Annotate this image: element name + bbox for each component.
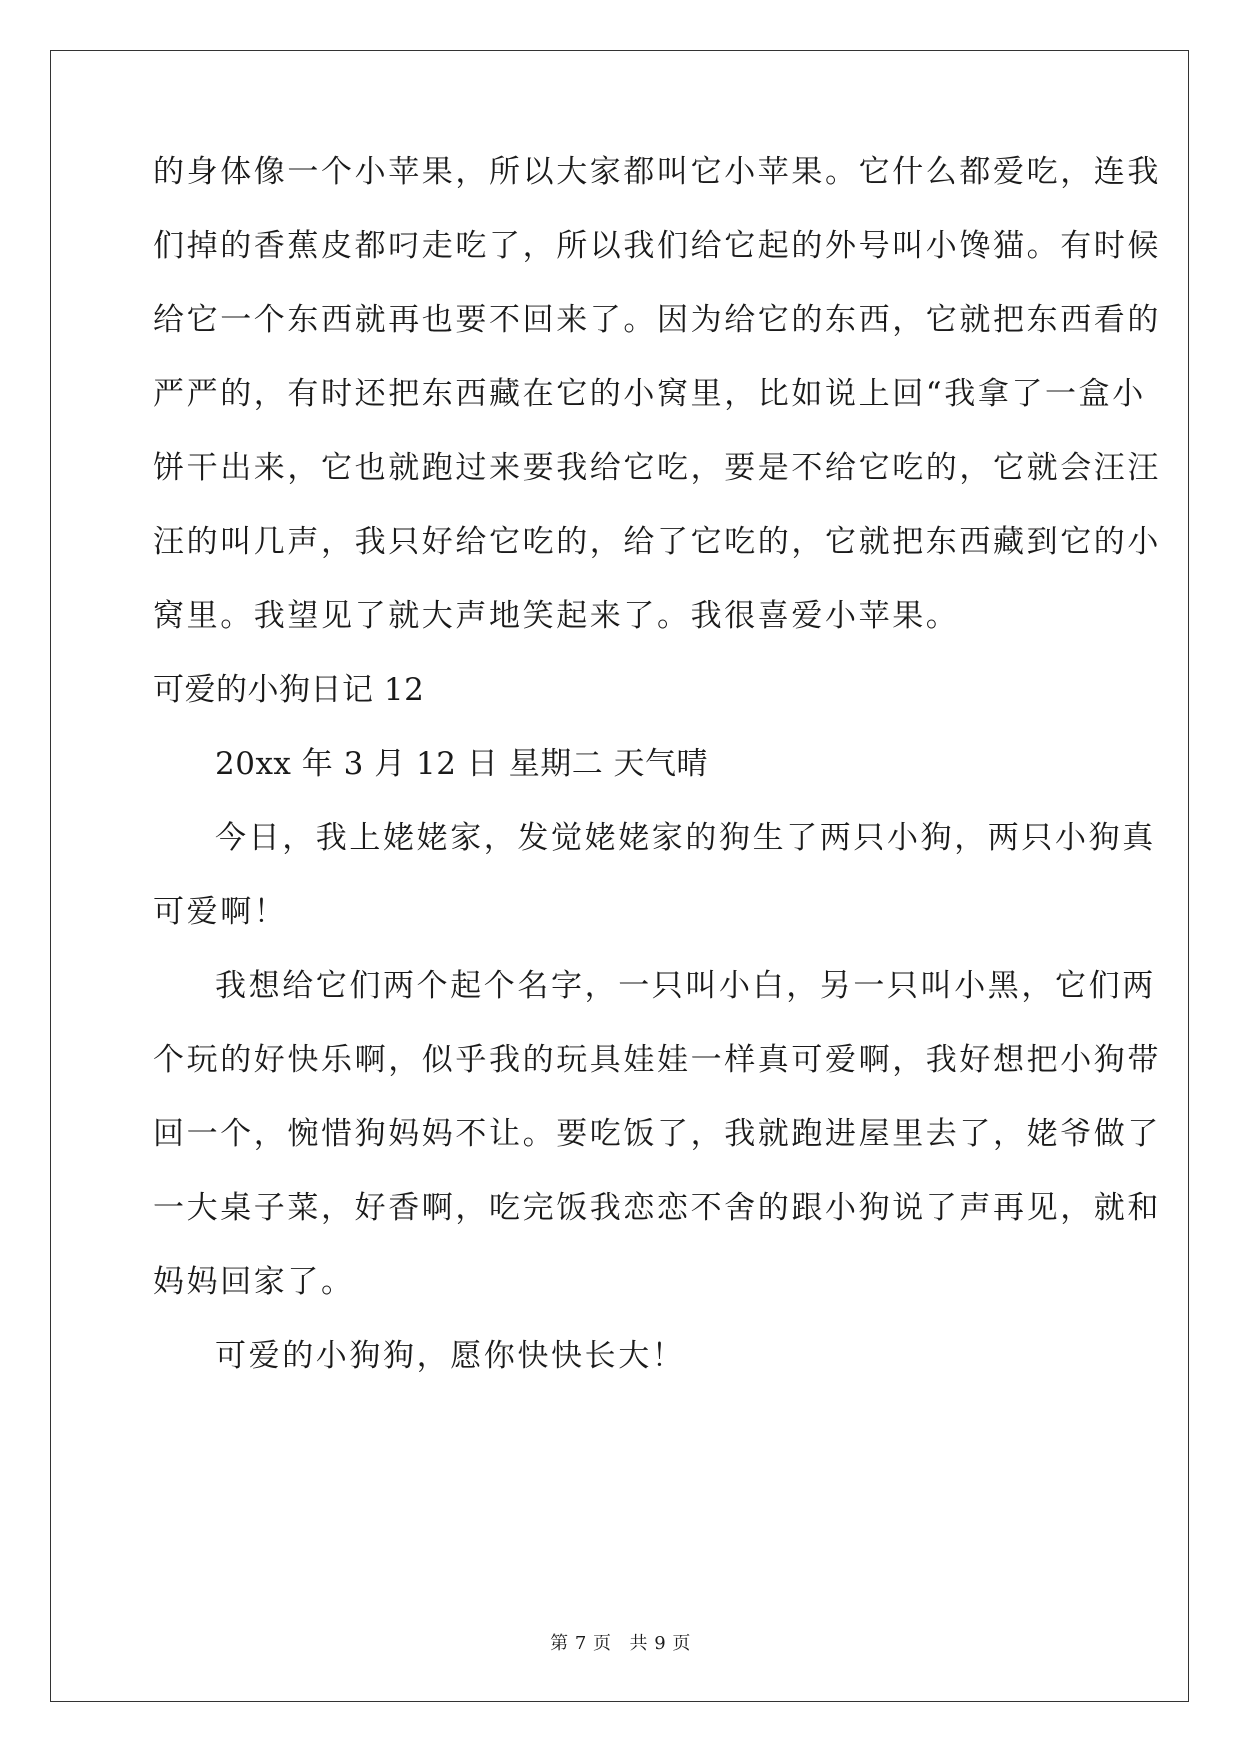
- total-pages-label: 共 9 页: [629, 1633, 691, 1654]
- body-line: 汪的叫几声，我只好给它吃的，给了它吃的，它就把东西藏到它的小: [153, 524, 1161, 560]
- body-line: 们掉的香蕉皮都叼走吃了，所以我们给它起的外号叫小馋猫。有时候: [153, 228, 1161, 264]
- paragraph-line: 妈妈回家了。: [153, 1264, 355, 1300]
- body-line: 的身体像一个小苹果，所以大家都叫它小苹果。它什么都爱吃，连我: [153, 154, 1161, 190]
- body-line: 严严的，有时还把东西藏在它的小窝里，比如说上回“我拿了一盒小: [153, 376, 1146, 412]
- page-frame: [50, 50, 1189, 1702]
- paragraph-line: 个玩的好快乐啊，似乎我的玩具娃娃一样真可爱啊，我好想把小狗带: [153, 1042, 1161, 1078]
- section-heading: 可爱的小狗日记 12: [153, 672, 425, 708]
- body-line: 给它一个东西就再也要不回来了。因为给它的东西，它就把东西看的: [153, 302, 1161, 338]
- page-footer: [0, 1632, 1241, 1656]
- paragraph-line: 回一个，惋惜狗妈妈不让。要吃饭了，我就跑进屋里去了，姥爷做了: [153, 1116, 1161, 1152]
- body-line: 饼干出来，它也就跑过来要我给它吃，要是不给它吃的，它就会汪汪: [153, 450, 1161, 486]
- diary-date-line: 20xx 年 3 月 12 日 星期二 天气晴: [215, 746, 709, 782]
- closing-line: 可爱的小狗狗，愿你快快长大！: [215, 1338, 686, 1374]
- paragraph-line: 我想给它们两个起个名字，一只叫小白，另一只叫小黑，它们两: [215, 968, 1156, 1004]
- current-page-label: 第 7 页: [550, 1633, 612, 1654]
- paragraph-line: 一大桌子菜，好香啊，吃完饭我恋恋不舍的跟小狗说了声再见，就和: [153, 1190, 1161, 1226]
- paragraph-line: 今日，我上姥姥家，发觉姥姥家的狗生了两只小狗，两只小狗真: [215, 820, 1156, 856]
- body-line: 窝里。我望见了就大声地笑起来了。我很喜爱小苹果。: [153, 598, 960, 634]
- paragraph-line: 可爱啊！: [153, 894, 288, 930]
